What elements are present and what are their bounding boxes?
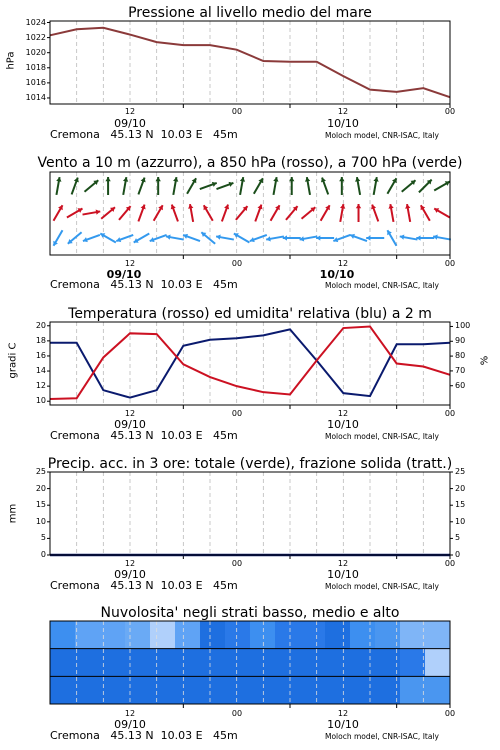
- temp-chart: [50, 322, 450, 405]
- y-tick-label: 1018: [25, 62, 46, 72]
- credit-label: Moloch model, CNR-ISAC, Italy: [325, 432, 439, 441]
- cloud-cell: [300, 621, 326, 649]
- cloud-title: Nuvolosita' negli strati basso, medio e alto: [100, 605, 400, 621]
- y-tick-label: 5: [455, 533, 461, 543]
- date-label: 10/10: [319, 268, 355, 281]
- wind-10m-arrow-head: [366, 235, 370, 240]
- x-tick-label: 00: [231, 259, 243, 268]
- x-tick-label: 12: [337, 709, 349, 718]
- y-tick-label: 70: [455, 365, 466, 375]
- cloud-cell: [325, 649, 351, 677]
- cloud-cell: [200, 621, 226, 649]
- cloud-cell: [300, 676, 326, 704]
- cloud-cell: [200, 676, 226, 704]
- cloud-cell: [200, 649, 226, 677]
- cloud-cell: [425, 649, 451, 677]
- credit-label: Moloch model, CNR-ISAC, Italy: [325, 281, 439, 290]
- x-tick-label: 12: [124, 409, 136, 418]
- cloud-cell: [75, 676, 101, 704]
- y-tick-label: 80: [455, 351, 466, 361]
- cloud-cell: [275, 649, 301, 677]
- x-tick-label: 00: [231, 107, 243, 116]
- wind-850-arrow-head: [356, 204, 361, 208]
- cloud-cell: [300, 649, 326, 677]
- wind-title: Vento a 10 m (azzurro), a 850 hPa (rosso), a 700 hPa (verde): [37, 155, 463, 171]
- cloud-cell: [425, 676, 451, 704]
- x-tick-label: 00: [231, 409, 243, 418]
- date-label: 10/10: [327, 718, 359, 731]
- cloud-cell: [100, 621, 126, 649]
- date-label: 09/10: [114, 718, 146, 731]
- cloud-cell: [75, 621, 101, 649]
- precip-ylabel: mm: [7, 503, 19, 524]
- y-tick-label: 0: [455, 550, 461, 559]
- y-tick-label: 20: [35, 320, 46, 330]
- x-tick-label: 00: [444, 409, 456, 418]
- y-tick-label: 1020: [25, 47, 46, 57]
- temp-ylabel-right: %: [479, 355, 491, 366]
- cloud-cell: [50, 649, 76, 677]
- date-label: 10/10: [327, 568, 359, 581]
- x-tick-label: 00: [444, 259, 456, 268]
- x-tick-label: 00: [444, 709, 456, 718]
- y-tick-label: 1016: [25, 77, 46, 87]
- y-tick-label: 16: [35, 350, 46, 360]
- y-tick-label: 1022: [25, 32, 46, 42]
- pressure-line: [50, 28, 450, 97]
- cloud-cell: [150, 621, 176, 649]
- location-label: Cremona 45.13 N 10.03 E 45m: [50, 729, 238, 742]
- y-tick-label: 10: [455, 516, 466, 526]
- y-tick-label: 100: [455, 321, 471, 331]
- date-label: 10/10: [327, 117, 359, 130]
- cloud-cell: [250, 676, 276, 704]
- cloud-cell: [325, 676, 351, 704]
- cloud-cell: [350, 676, 376, 704]
- cloud-cell: [100, 649, 126, 677]
- credit-label: Moloch model, CNR-ISAC, Italy: [325, 131, 439, 140]
- credit-label: Moloch model, CNR-ISAC, Italy: [325, 582, 439, 591]
- cloud-cell: [175, 676, 201, 704]
- x-tick-label: 00: [231, 559, 243, 568]
- x-tick-label: 12: [337, 259, 349, 268]
- cloud-cell: [400, 621, 426, 649]
- y-tick-label: 15: [455, 500, 466, 510]
- cloud-cell: [150, 649, 176, 677]
- date-label: 09/10: [106, 268, 142, 281]
- x-tick-label: 00: [444, 559, 456, 568]
- cloud-cell: [75, 649, 101, 677]
- location-label: Cremona 45.13 N 10.03 E 45m: [50, 429, 238, 442]
- y-tick-label: 25: [455, 467, 466, 476]
- cloud-cell: [100, 676, 126, 704]
- y-tick-label: 20: [35, 483, 46, 493]
- pressure-ylabel: hPa: [5, 51, 17, 70]
- cloud-cell: [400, 676, 426, 704]
- cloud-cell: [275, 621, 301, 649]
- cloud-cell: [125, 676, 151, 704]
- location-label: Cremona 45.13 N 10.03 E 45m: [50, 579, 238, 592]
- x-tick-label: 12: [337, 559, 349, 568]
- x-tick-label: 12: [124, 559, 136, 568]
- precip-chart: [50, 472, 450, 555]
- pressure-chart: [50, 21, 450, 104]
- y-tick-label: 10: [35, 516, 46, 526]
- cloud-cell: [225, 676, 251, 704]
- x-tick-label: 00: [231, 709, 243, 718]
- cloud-cell: [225, 621, 251, 649]
- date-label: 10/10: [327, 418, 359, 431]
- pressure-title: Pressione al livello medio del mare: [128, 5, 372, 21]
- cloud-cell: [50, 676, 76, 704]
- x-tick-label: 12: [124, 107, 136, 116]
- y-tick-label: 1014: [25, 92, 46, 102]
- y-tick-label: 14: [35, 366, 46, 376]
- x-tick-label: 12: [337, 409, 349, 418]
- x-tick-label: 00: [444, 107, 456, 116]
- cloud-cell: [250, 649, 276, 677]
- y-tick-label: 12: [35, 381, 46, 391]
- x-tick-label: 12: [337, 107, 349, 116]
- cloud-cell: [275, 676, 301, 704]
- wind-700-arrow-head: [105, 177, 110, 181]
- x-tick-label: 12: [124, 709, 136, 718]
- humidity-line: [50, 329, 450, 397]
- cloud-cell: [425, 621, 451, 649]
- date-label: 09/10: [114, 418, 146, 431]
- credit-label: Moloch model, CNR-ISAC, Italy: [325, 732, 439, 741]
- precip-title: Precip. acc. in 3 ore: totale (verde), frazione solida (tratt.): [47, 456, 453, 472]
- wind-chart: [50, 172, 450, 255]
- y-tick-label: 25: [35, 467, 46, 476]
- cloud-cell: [400, 649, 426, 677]
- y-tick-label: 0: [40, 550, 46, 559]
- plot-frame: [50, 472, 450, 555]
- cloud-cell: [350, 621, 376, 649]
- y-tick-label: 5: [40, 533, 46, 543]
- cloud-cell: [325, 621, 351, 649]
- cloud-cell: [50, 621, 76, 649]
- cloud-cell: [350, 649, 376, 677]
- cloud-cell: [175, 649, 201, 677]
- location-label: Cremona 45.13 N 10.03 E 45m: [50, 278, 238, 291]
- cloud-cell: [125, 621, 151, 649]
- y-tick-label: 60: [455, 380, 466, 390]
- y-tick-label: 90: [455, 336, 466, 346]
- date-label: 09/10: [114, 568, 146, 581]
- y-tick-label: 18: [35, 335, 46, 345]
- y-tick-label: 1024: [25, 17, 46, 27]
- cloud-cell: [250, 621, 276, 649]
- plot-frame: [50, 172, 450, 255]
- temp-title: Temperatura (rosso) ed umidita' relativa (blu) a 2 m: [68, 306, 432, 322]
- x-tick-label: 12: [124, 259, 136, 268]
- y-tick-label: 10: [35, 396, 46, 406]
- date-label: 09/10: [114, 117, 146, 130]
- temp-ylabel-left: gradi C: [7, 342, 19, 379]
- cloud-cell: [125, 649, 151, 677]
- cloud-cell: [150, 676, 176, 704]
- y-tick-label: 20: [455, 483, 466, 493]
- y-tick-label: 15: [35, 500, 46, 510]
- cloud-cell: [225, 649, 251, 677]
- cloud-chart: [50, 621, 450, 704]
- location-label: Cremona 45.13 N 10.03 E 45m: [50, 128, 238, 141]
- cloud-cell: [175, 621, 201, 649]
